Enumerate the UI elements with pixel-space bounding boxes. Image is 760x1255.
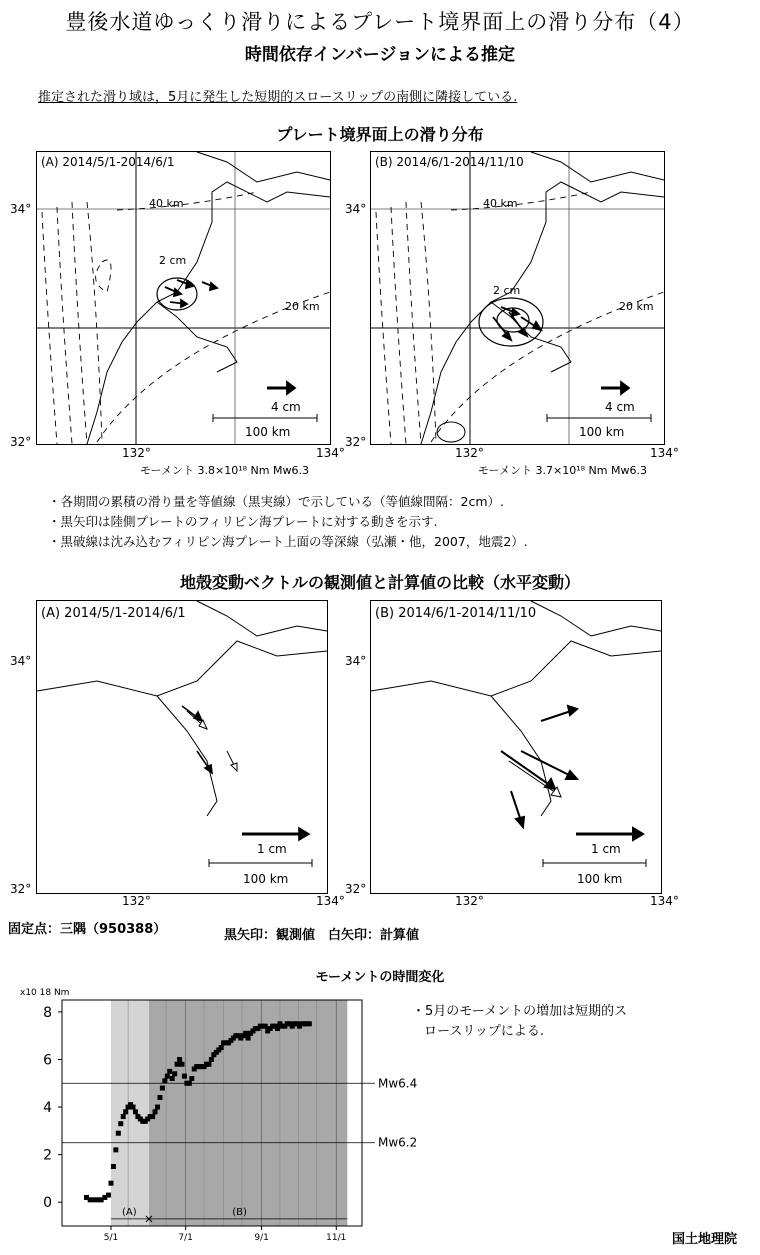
y-tick-label-0: 0	[43, 1195, 52, 1212]
moment-chart-title: モーメントの時間変化	[315, 970, 445, 985]
data-point	[175, 1062, 180, 1067]
data-point	[108, 1181, 113, 1186]
period-a-shade	[111, 1000, 149, 1226]
data-point	[167, 1069, 172, 1074]
slip-a-moment: モーメント 3.8×10¹⁸ Nm Mw6.3	[140, 464, 309, 477]
slip-a-lon132: 132°	[122, 446, 151, 460]
slip-b-moment: モーメント 3.7×10¹⁸ Nm Mw6.3	[478, 464, 647, 477]
data-point	[153, 1109, 158, 1114]
data-point	[206, 1062, 211, 1067]
moment-chart-layer	[43, 1000, 417, 1243]
slip-b-label: (B) 2014/6/1-2014/11/10	[375, 155, 524, 169]
vector-b-lat34: 34°	[345, 654, 367, 668]
x-tick-label-0: 5/1	[103, 1233, 119, 1243]
slip-b-contour: 2 cm	[493, 284, 521, 297]
data-point	[131, 1105, 136, 1110]
vector-map-b	[370, 600, 662, 894]
data-point	[263, 1024, 268, 1029]
slip-section-heading: プレート境界面上の滑り分布	[276, 125, 484, 144]
slip-a-lon134: 134°	[316, 446, 345, 460]
slip-a-scale-arrow: 4 cm	[271, 400, 301, 414]
slip-map-b	[370, 151, 665, 445]
data-point	[209, 1057, 214, 1062]
vector-a-scale-arrow: 1 cm	[257, 842, 287, 856]
vector-b-lon134: 134°	[650, 894, 679, 908]
mw64-label: Mw6.4	[378, 1076, 418, 1091]
vector-a-scale-bar: 100 km	[243, 872, 289, 886]
note-2: ・黒矢印は陸側プレートのフィリピン海プレートに対する動きを示す.	[48, 514, 438, 529]
slip-b-depth40: 40 km	[483, 197, 518, 210]
data-point	[133, 1109, 138, 1114]
vector-section-heading: 地殻変動ベクトルの観測値と計算値の比較（水平変動）	[179, 573, 580, 592]
x-tick-label-1: 7/1	[178, 1233, 193, 1243]
vector-legend: 黒矢印：観測値 白矢印：計算値	[224, 928, 420, 943]
data-point	[187, 1081, 192, 1086]
moment-note-1: ・5月のモーメントの増加は短期的ス	[412, 1004, 628, 1019]
slip-a-label: (A) 2014/5/1-2014/6/1	[41, 155, 175, 169]
data-point	[106, 1193, 111, 1198]
x-tick-label-2: 9/1	[254, 1233, 269, 1243]
slip-map-a-svg	[37, 152, 330, 444]
data-point	[189, 1076, 194, 1081]
slip-b-lat32: 32°	[345, 435, 367, 449]
moment-note-2: ロースリップによる.	[424, 1024, 544, 1039]
data-point	[275, 1026, 280, 1031]
data-point	[177, 1057, 182, 1062]
slip-b-lon134: 134°	[650, 446, 679, 460]
slip-a-depth40: 40 km	[149, 197, 184, 210]
vector-b-lat32: 32°	[345, 882, 367, 896]
vector-b-scale-arrow: 1 cm	[591, 842, 621, 856]
data-point	[182, 1074, 187, 1079]
note-3: ・黒破線は沈み込むフィリピン海プレート上面の等深線（弘瀬・他，2007，地震2）.	[48, 534, 528, 549]
y-tick-label-4: 8	[43, 1004, 52, 1021]
slip-a-lat32: 32°	[10, 435, 32, 449]
footer-org: 国土地理院	[672, 1232, 738, 1247]
moment-chart-unit: x10 18 Nm	[20, 988, 70, 998]
vector-b-lon132: 132°	[455, 894, 484, 908]
summary-text: 推定された滑り域は，5月に発生した短期的スロースリップの南側に隣接している.	[38, 90, 518, 105]
slip-a-contour: 2 cm	[159, 254, 187, 267]
vector-a-lon134: 134°	[316, 894, 345, 908]
slip-b-lat34: 34°	[345, 202, 367, 216]
vector-b-scale-bar: 100 km	[577, 872, 623, 886]
data-point	[155, 1105, 160, 1110]
data-point	[111, 1164, 116, 1169]
vector-map-a	[36, 600, 328, 894]
slip-b-lon132: 132°	[455, 446, 484, 460]
data-point	[246, 1036, 251, 1041]
data-point	[157, 1095, 162, 1100]
slip-b-scale-bar: 100 km	[579, 425, 625, 439]
data-point	[123, 1109, 128, 1114]
data-point	[170, 1076, 175, 1081]
vector-a-lon132: 132°	[122, 894, 151, 908]
slip-b-scale-arrow: 4 cm	[605, 400, 635, 414]
vector-a-lat34: 34°	[10, 654, 32, 668]
vector-a-lat32: 32°	[10, 882, 32, 896]
data-point	[172, 1071, 177, 1076]
x-tick-label-3: 11/1	[326, 1233, 347, 1243]
period-a-label: (A)	[122, 1206, 137, 1218]
vector-a-label: (A) 2014/5/1-2014/6/1	[41, 606, 186, 621]
data-point	[243, 1031, 248, 1036]
data-point	[180, 1062, 185, 1067]
data-point	[162, 1078, 167, 1083]
vector-map-a-svg	[37, 601, 327, 893]
moment-chart	[0, 990, 418, 1243]
slip-map-a	[36, 151, 331, 445]
y-tick-label-3: 6	[43, 1052, 52, 1069]
slip-map-b-svg	[371, 152, 664, 444]
data-point	[165, 1074, 170, 1079]
y-tick-label-1: 2	[43, 1147, 52, 1164]
slip-b-depth20: 20 km	[619, 300, 654, 313]
fixed-point: 固定点：三隅（950388）	[8, 922, 167, 937]
y-tick-label-2: 4	[43, 1100, 52, 1117]
vector-map-b-svg	[371, 601, 661, 893]
data-point	[307, 1021, 312, 1026]
slip-a-scale-bar: 100 km	[245, 425, 291, 439]
mw62-label: Mw6.2	[378, 1135, 418, 1150]
vector-b-label: (B) 2014/6/1-2014/11/10	[375, 606, 537, 621]
data-point	[219, 1045, 224, 1050]
data-point	[160, 1086, 165, 1091]
data-point	[113, 1147, 118, 1152]
note-1: ・各期間の累積の滑り量を等値線（黒実線）で示している（等値線間隔：2cm）.	[48, 494, 504, 509]
data-point	[116, 1131, 121, 1136]
data-point	[150, 1114, 155, 1119]
slip-a-depth20: 20 km	[285, 300, 320, 313]
data-point	[118, 1121, 123, 1126]
period-b-label: (B)	[232, 1206, 247, 1218]
page-subtitle: 時間依存インバージョンによる推定	[244, 45, 516, 65]
data-point	[121, 1114, 126, 1119]
slip-a-lat34: 34°	[10, 202, 32, 216]
page-title: 豊後水道ゆっくり滑りによるプレート境界面上の滑り分布（4）	[65, 10, 695, 34]
